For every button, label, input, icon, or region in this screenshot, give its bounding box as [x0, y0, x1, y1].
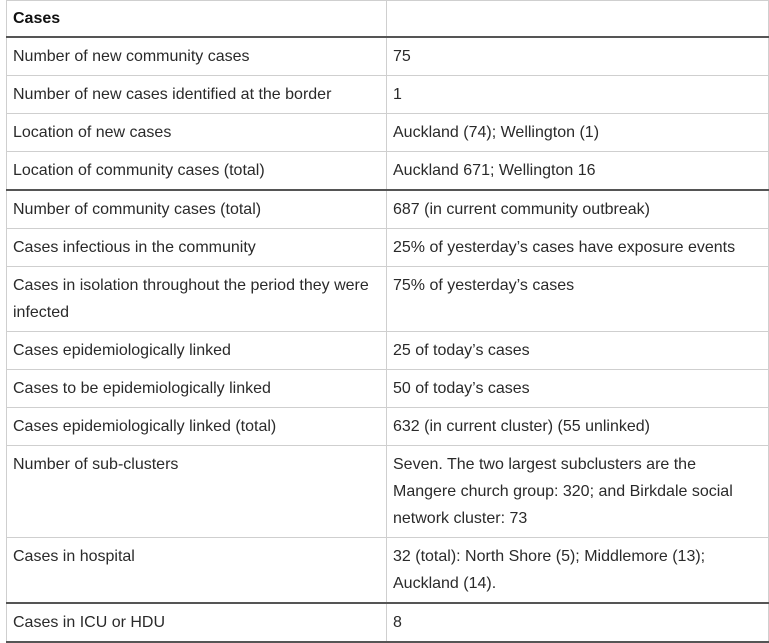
row-label-location-community-total: Location of community cases (total) — [7, 152, 387, 191]
row-label-in-hospital: Cases in hospital — [7, 538, 387, 604]
table-row — [7, 37, 769, 76]
table-row — [7, 538, 769, 604]
table-row — [7, 446, 769, 538]
row-value-location-new-cases: Auckland (74); Wellington (1) — [387, 114, 769, 152]
row-value-new-community-cases: 75 — [387, 37, 769, 76]
row-label-icu-hdu: Cases in ICU or HDU — [7, 603, 387, 642]
row-label-to-be-linked: Cases to be epidemiologically linked — [7, 370, 387, 408]
row-value-epi-linked-total: 632 (in current cluster) (55 unlinked) — [387, 408, 769, 446]
row-value-sub-clusters: Seven. The two largest subclusters are the Mangere church group: 320; and Birkdale social network cluster: 73 — [387, 446, 769, 538]
table-header-row — [7, 1, 769, 38]
row-label-epi-linked-total: Cases epidemiologically linked (total) — [7, 408, 387, 446]
row-value-to-be-linked: 50 of today’s cases — [387, 370, 769, 408]
row-label-border-cases: Number of new cases identified at the border — [7, 76, 387, 114]
row-value-border-cases: 1 — [387, 76, 769, 114]
table-row — [7, 370, 769, 408]
row-value-community-cases-total: 687 (in current community outbreak) — [387, 190, 769, 229]
row-label-community-cases-total: Number of community cases (total) — [7, 190, 387, 229]
row-label-location-new-cases: Location of new cases — [7, 114, 387, 152]
row-value-infectious-in-community: 25% of yesterday’s cases have exposure events — [387, 229, 769, 267]
cases-table-container — [6, 0, 768, 643]
table-row — [7, 603, 769, 642]
table-header-value — [387, 1, 769, 38]
table-row — [7, 152, 769, 191]
table-row — [7, 332, 769, 370]
table-row — [7, 408, 769, 446]
table-row — [7, 76, 769, 114]
table-header-label: Cases — [7, 1, 387, 38]
row-label-new-community-cases: Number of new community cases — [7, 37, 387, 76]
row-value-in-hospital: 32 (total): North Shore (5); Middlemore (13); Auckland (14). — [387, 538, 769, 604]
row-label-epi-linked: Cases epidemiologically linked — [7, 332, 387, 370]
table-row — [7, 114, 769, 152]
row-label-sub-clusters: Number of sub-clusters — [7, 446, 387, 538]
row-value-location-community-total: Auckland 671; Wellington 16 — [387, 152, 769, 191]
row-value-epi-linked: 25 of today’s cases — [387, 332, 769, 370]
row-label-infectious-in-community: Cases infectious in the community — [7, 229, 387, 267]
row-value-icu-hdu: 8 — [387, 603, 769, 642]
table-row — [7, 229, 769, 267]
table-row — [7, 267, 769, 332]
cases-table — [6, 0, 769, 643]
table-row — [7, 190, 769, 229]
row-value-in-isolation: 75% of yesterday’s cases — [387, 267, 769, 332]
row-label-in-isolation: Cases in isolation throughout the period they were infected — [7, 267, 387, 332]
